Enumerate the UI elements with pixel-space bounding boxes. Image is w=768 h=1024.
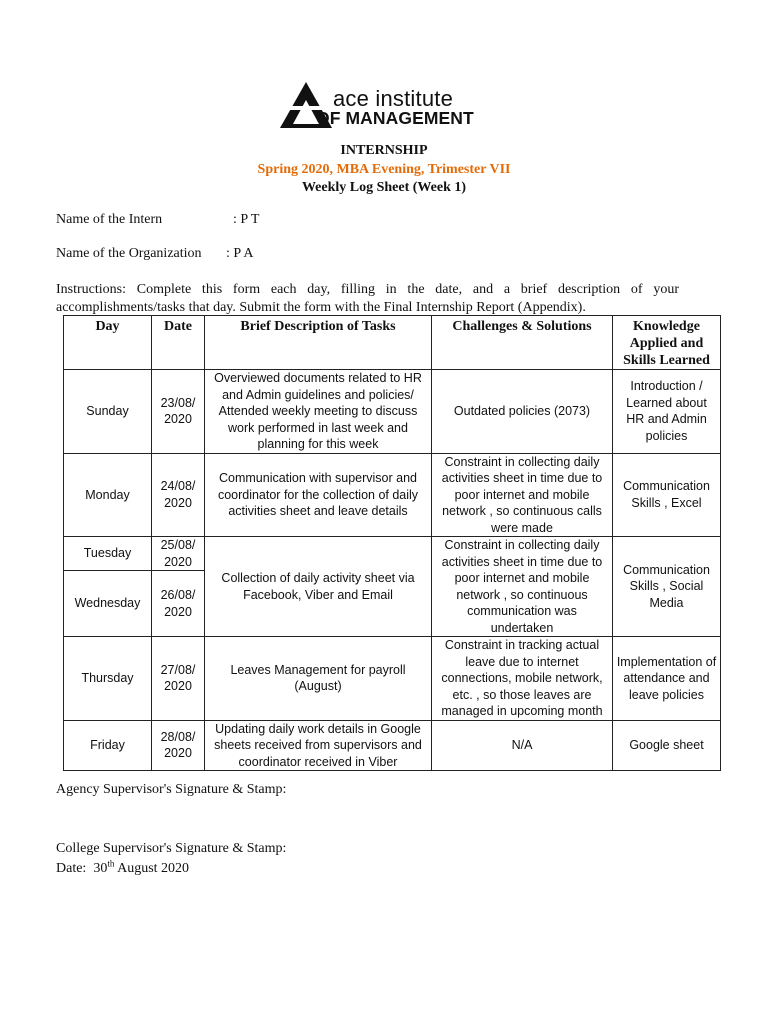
intern-name-value: : P T — [233, 212, 260, 227]
day-cell: Friday — [64, 720, 152, 771]
date-cell: 23/08/ 2020 — [152, 370, 205, 454]
date-cell: 28/08/ 2020 — [152, 720, 205, 771]
header-knowledge: Knowledge Applied and Skills Learned — [613, 316, 721, 370]
date-rest: August 2020 — [117, 861, 190, 876]
day-cell: Monday — [64, 453, 152, 537]
knowledge-cell: Communication Skills , Social Media — [613, 537, 721, 637]
table-row — [64, 637, 721, 721]
challenges-cell: Constraint in tracking actual leave due to internet connections, mobile network, etc. , so those leaves are managed in upcoming month — [432, 637, 613, 721]
header-day: Day — [64, 316, 152, 370]
day-cell: Wednesday — [64, 571, 152, 637]
logo-text-bottom: OF MANAGEMENT — [316, 108, 474, 128]
intern-name-line — [56, 212, 260, 228]
description-cell: Updating daily work details in Google sheets received from supervisors and coordinator received in Viber — [205, 720, 432, 771]
weekly-log-table — [63, 315, 721, 771]
organization-name-line — [56, 246, 254, 262]
description-cell: Collection of daily activity sheet via Facebook, Viber and Email — [205, 537, 432, 637]
day-cell: Tuesday — [64, 537, 152, 571]
date-cell: 24/08/ 2020 — [152, 453, 205, 537]
header-challenges: Challenges & Solutions — [432, 316, 613, 370]
description-cell: Overviewed documents related to HR and Admin guidelines and policies/ Attended weekly meeting to discuss work performed in last week and planning for this week — [205, 370, 432, 454]
date-cell: 26/08/ 2020 — [152, 571, 205, 637]
table-row — [64, 537, 721, 571]
header-description: Brief Description of Tasks — [205, 316, 432, 370]
date-label: Date: — [56, 861, 87, 876]
challenges-cell: Constraint in collecting daily activities sheet in time due to poor internet and mobile network , so continuous communication was undertaken — [432, 537, 613, 637]
knowledge-cell: Google sheet — [613, 720, 721, 771]
organization-name-label: Name of the Organization — [56, 246, 202, 261]
logo-text-top: ace institute — [333, 86, 454, 111]
signature-date-line — [56, 858, 190, 877]
knowledge-cell: Introduction / Learned about HR and Admin policies — [613, 370, 721, 454]
day-cell: Sunday — [64, 370, 152, 454]
day-cell: Thursday — [64, 637, 152, 721]
challenges-cell: Constraint in collecting daily activities sheet in time due to poor internet and mobile network , so continuous calls were made — [432, 453, 613, 537]
table-header-row — [64, 316, 721, 370]
description-cell: Communication with supervisor and coordinator for the collection of daily activities sheet and leave details — [205, 453, 432, 537]
agency-signature-line: Agency Supervisor's Signature & Stamp: — [56, 782, 287, 797]
challenges-cell: Outdated policies (2073) — [432, 370, 613, 454]
knowledge-cell: Implementation of attendance and leave policies — [613, 637, 721, 721]
header-date: Date — [152, 316, 205, 370]
table-row — [64, 453, 721, 537]
description-cell: Leaves Management for payroll (August) — [205, 637, 432, 721]
institute-logo — [278, 80, 518, 130]
date-day: 30 — [93, 861, 108, 876]
date-cell: 27/08/ 2020 — [152, 637, 205, 721]
organization-name-value: : P A — [226, 246, 254, 261]
sheet-title: Weekly Log Sheet (Week 1) — [301, 180, 467, 195]
table-row — [64, 370, 721, 454]
instructions-paragraph: Instructions: Complete this form each day, filling in the date, and a brief description of your accomplishments/tasks that day. Submit the form with the Final Internship Report (Appendix). — [56, 282, 679, 315]
document-title: INTERNSHIP — [340, 143, 428, 158]
program-subtitle: Spring 2020, MBA Evening, Trimester VII — [257, 162, 511, 177]
date-suffix: th — [107, 858, 115, 869]
intern-name-label: Name of the Intern — [56, 212, 163, 227]
knowledge-cell: Communication Skills , Excel — [613, 453, 721, 537]
table-row — [64, 720, 721, 771]
challenges-cell: N/A — [432, 720, 613, 771]
college-signature-line: College Supervisor's Signature & Stamp: — [56, 841, 287, 856]
date-cell: 25/08/ 2020 — [152, 537, 205, 571]
